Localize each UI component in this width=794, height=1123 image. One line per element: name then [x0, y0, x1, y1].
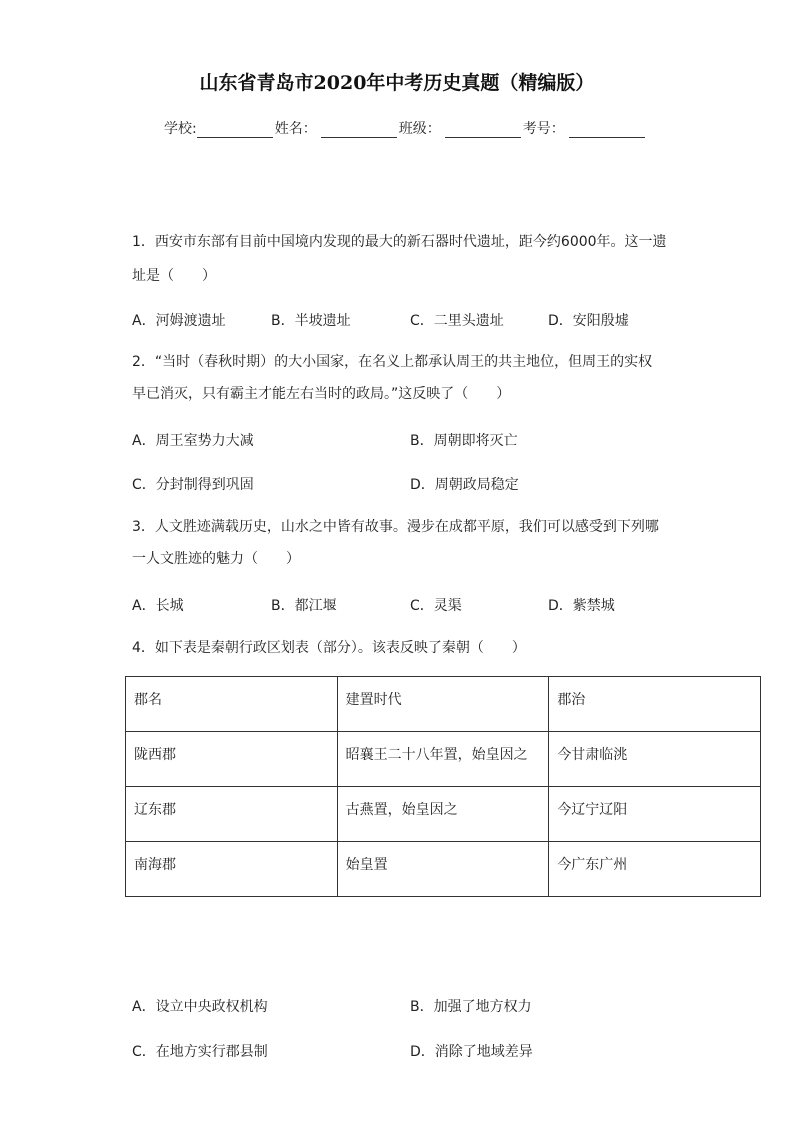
option-a[interactable]: A．设立中央政权机构	[132, 999, 268, 1015]
student-info-line	[164, 118, 647, 138]
option-b[interactable]: B．都江堰	[271, 598, 337, 614]
school-label: 学校:	[164, 121, 197, 137]
table-header-cell: 郡名	[126, 677, 338, 732]
option-a[interactable]: A．周王室势力大减	[132, 433, 254, 449]
table-row	[126, 787, 761, 842]
option-c[interactable]: C．在地方实行郡县制	[132, 1044, 268, 1060]
question-2	[132, 350, 652, 406]
page-title: 山东省青岛市2020年中考历史真题（精编版）	[199, 72, 595, 94]
option-b[interactable]: B．半坡遗址	[271, 313, 351, 329]
table-header-row	[126, 677, 761, 732]
question-stem-line: 3．人文胜迹满载历史，山水之中皆有故事。漫步在成都平原，我们可以感受到下列哪	[132, 519, 659, 535]
question-3	[132, 515, 659, 571]
option-b[interactable]: B．加强了地方权力	[410, 999, 532, 1015]
question-1	[132, 230, 667, 288]
class-label: 班级：	[398, 121, 441, 137]
table-header-cell: 建置时代	[337, 677, 549, 732]
table-cell: 陇西郡	[126, 732, 338, 787]
option-c[interactable]: C．分封制得到巩固	[132, 477, 254, 493]
option-a[interactable]: A．河姆渡遗址	[132, 313, 226, 329]
option-d[interactable]: D．紫禁城	[548, 598, 615, 614]
class-blank[interactable]	[445, 123, 521, 138]
table-cell: 今广东广州	[549, 842, 761, 897]
name-blank[interactable]	[321, 123, 397, 138]
question-stem-line: 址是（ ）	[132, 268, 216, 284]
exam-no-blank[interactable]	[569, 123, 645, 138]
option-b[interactable]: B．周朝即将灭亡	[410, 433, 518, 449]
option-c[interactable]: C．二里头遗址	[410, 313, 504, 329]
exam-no-label: 考号：	[522, 121, 565, 137]
table-cell: 始皇置	[337, 842, 549, 897]
option-d[interactable]: D．安阳殷墟	[548, 313, 629, 329]
table-cell: 古燕置，始皇因之	[337, 787, 549, 842]
question-stem-line: 早已消灭，只有霸主才能左右当时的政局。”这反映了（ ）	[132, 386, 511, 402]
name-label: 姓名：	[274, 121, 317, 137]
option-a[interactable]: A．长城	[132, 598, 184, 614]
table-cell: 辽东郡	[126, 787, 338, 842]
option-c[interactable]: C．灵渠	[410, 598, 462, 614]
qin-administrative-table	[125, 676, 761, 897]
table-row	[126, 842, 761, 897]
table-row	[126, 732, 761, 787]
question-stem-line: 一人文胜迹的魅力（ ）	[132, 551, 300, 567]
question-stem-line: 1．西安市东部有目前中国境内发现的最大的新石器时代遗址，距今约6000年。这一遗	[132, 234, 667, 250]
option-d[interactable]: D．周朝政局稳定	[410, 477, 519, 493]
table-cell: 今辽宁辽阳	[549, 787, 761, 842]
question-4	[132, 636, 526, 660]
question-stem-line: 4．如下表是秦朝行政区划表（部分）。该表反映了秦朝（ ）	[132, 640, 526, 656]
table-cell: 昭襄王二十八年置，始皇因之	[337, 732, 549, 787]
table-cell: 南海郡	[126, 842, 338, 897]
table-header-cell: 郡治	[549, 677, 761, 732]
school-blank[interactable]	[197, 123, 273, 138]
option-d[interactable]: D．消除了地域差异	[410, 1044, 533, 1060]
table-cell: 今甘肃临洮	[549, 732, 761, 787]
question-stem-line: 2．“当时（春秋时期）的大小国家，在名义上都承认周王的共主地位，但周王的实权	[132, 354, 653, 370]
